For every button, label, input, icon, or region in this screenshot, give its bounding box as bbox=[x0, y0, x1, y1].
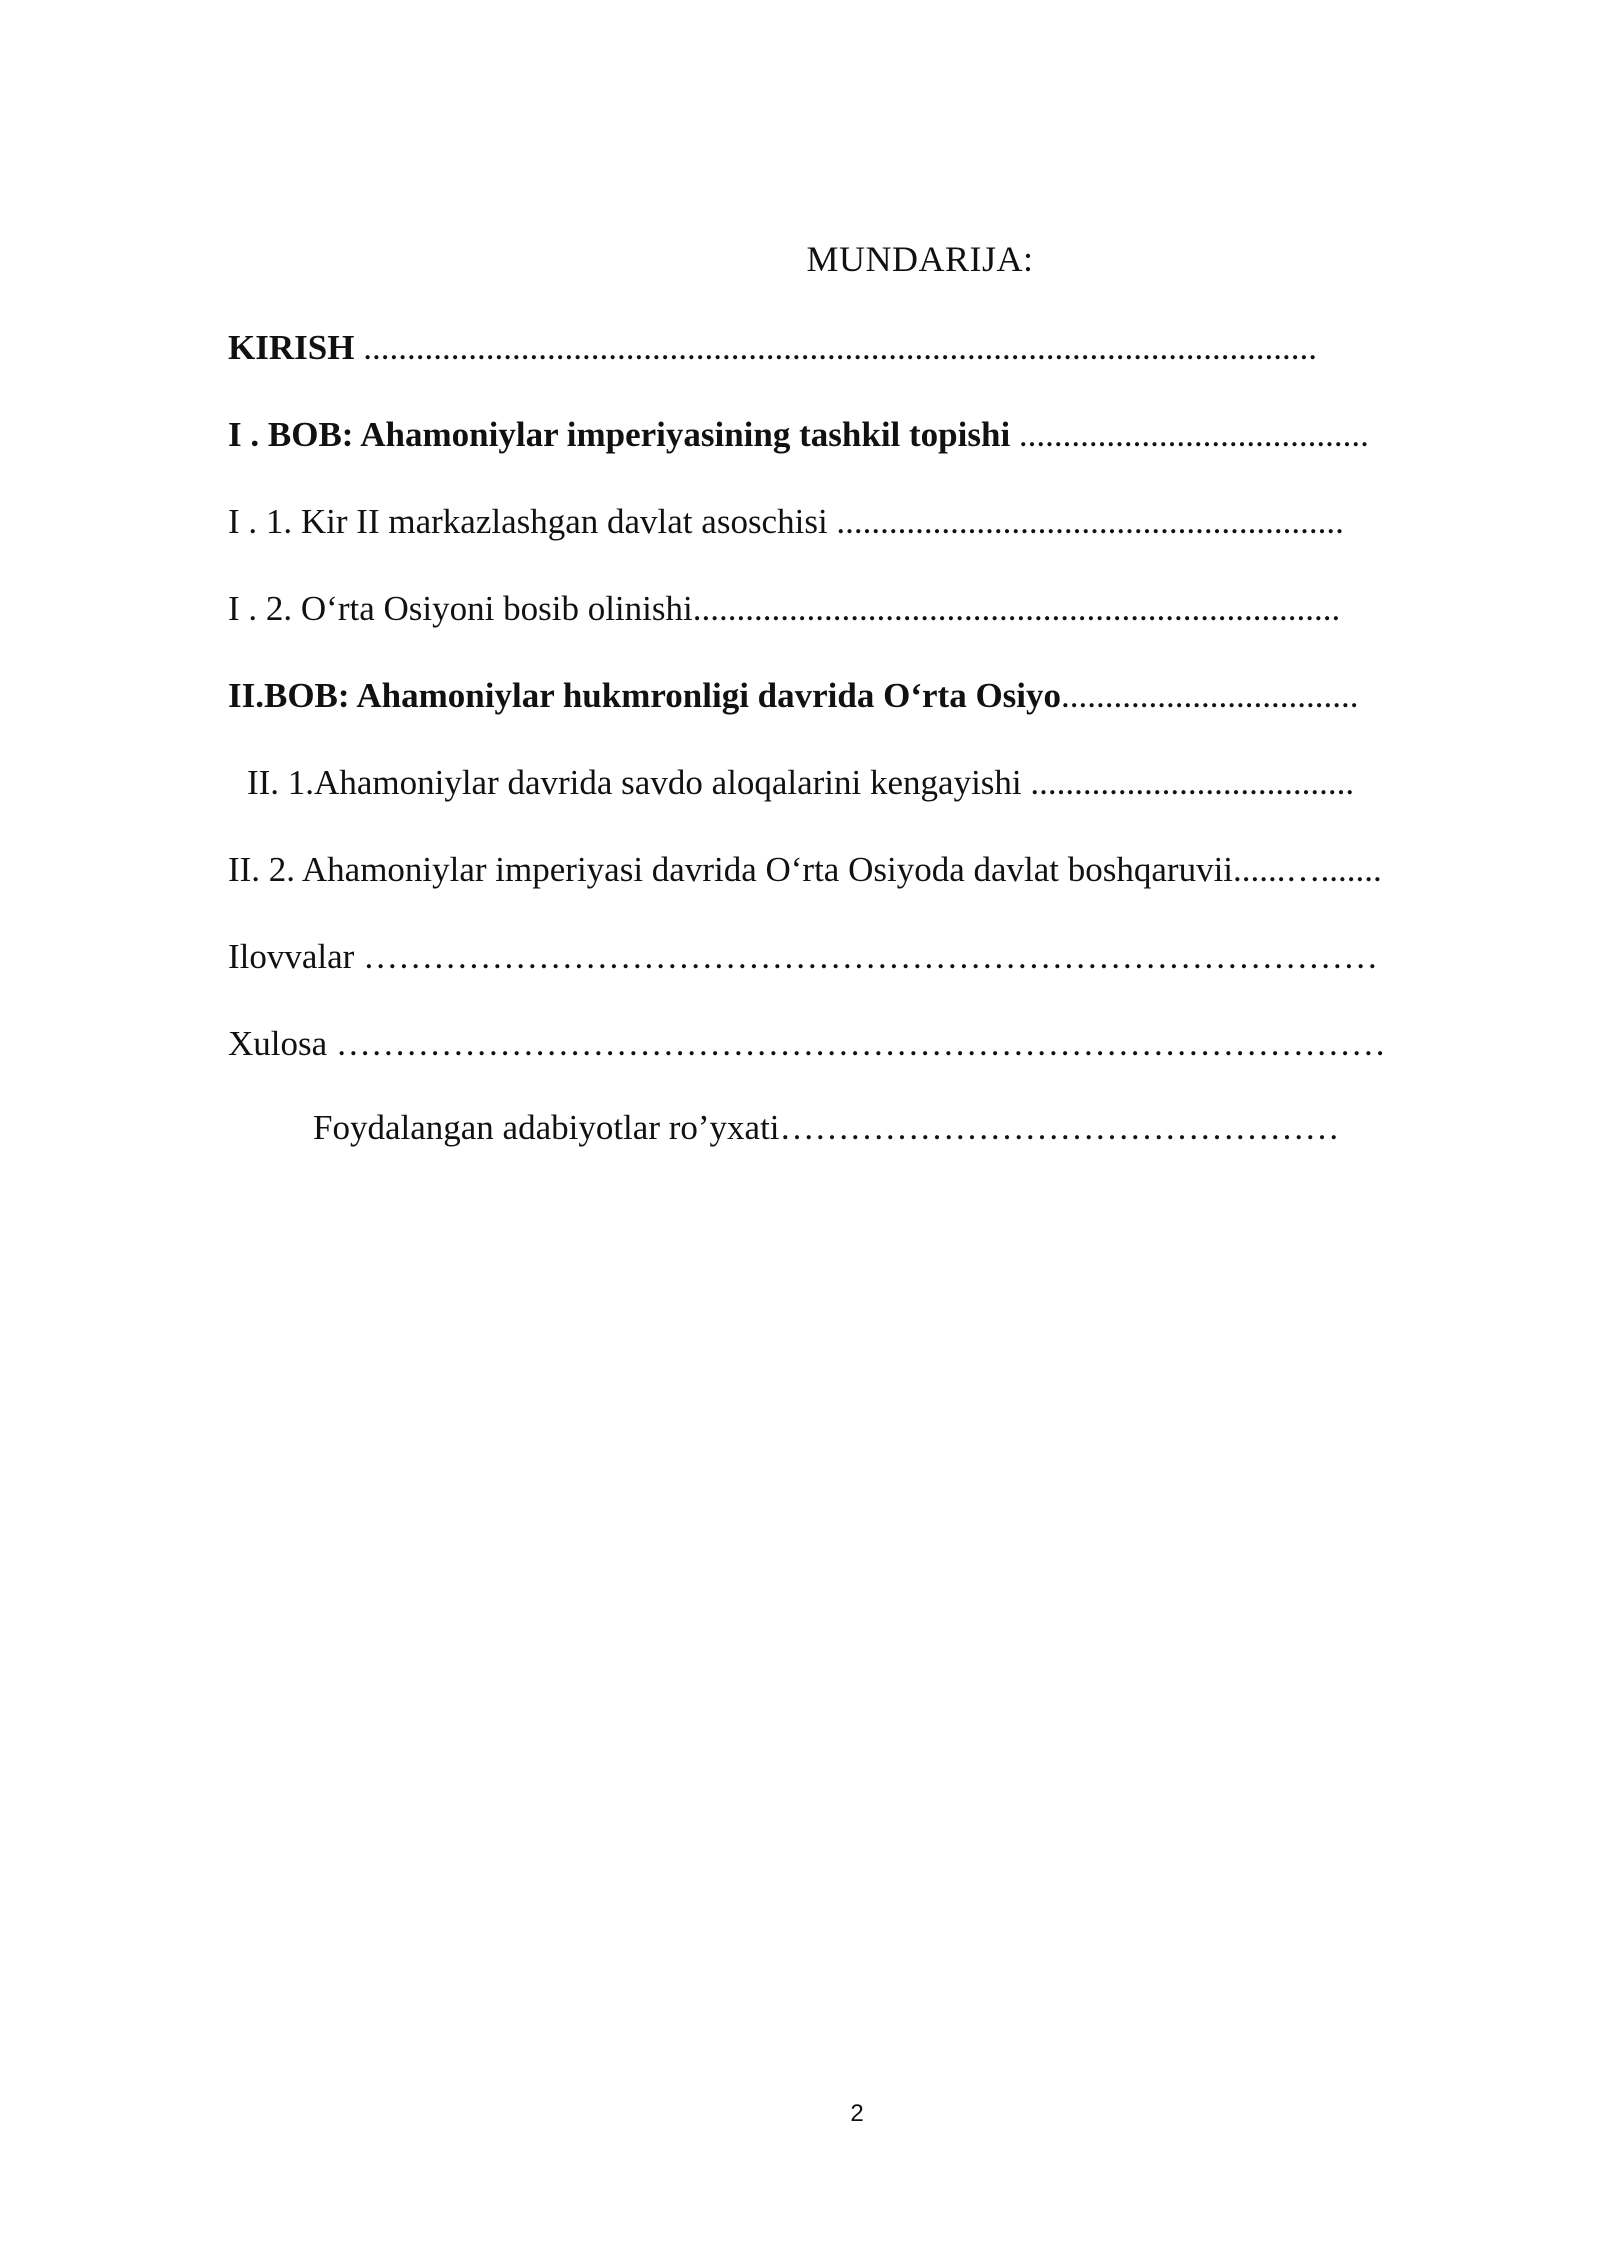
page-number: 2 bbox=[850, 2100, 864, 2127]
toc-entry-title: KIRISH bbox=[228, 328, 355, 367]
toc-heading bbox=[0, 238, 1600, 280]
toc-entry-leader: .......................................................................... bbox=[692, 589, 1341, 628]
toc-entry-section-2-1 bbox=[247, 765, 1354, 800]
toc-entry-leader: ………………………………………… bbox=[779, 1108, 1340, 1147]
toc-entry-leader: ……………………………………………………………………………… bbox=[327, 1024, 1386, 1063]
toc-entry-leader: .................................. bbox=[1061, 676, 1359, 715]
toc-entry-title: II. 1.Ahamoniylar davrida savdo aloqalarini kengayishi bbox=[247, 763, 1022, 802]
toc-entry-xulosa bbox=[228, 1026, 1386, 1061]
toc-entry-section-2-2 bbox=[228, 852, 1382, 887]
toc-entry-title: II.BOB: Ahamoniylar hukmronligi davrida O‘rta Osiyo bbox=[228, 676, 1062, 715]
toc-entry-leader: ..................................... bbox=[1021, 763, 1355, 802]
toc-entry-section-1-2 bbox=[228, 591, 1340, 626]
toc-entry-title: I . 1. Kir II markazlashgan davlat asoschisi bbox=[228, 502, 828, 541]
toc-entry-chapter-1 bbox=[228, 417, 1369, 452]
toc-entry-leader: ......…....... bbox=[1233, 850, 1382, 889]
toc-entry-title: Ilovvalar bbox=[228, 937, 355, 976]
toc-entry-title: II. 2. Ahamoniylar imperiyasi davrida O‘rta Osiyoda davlat boshqaruvii bbox=[228, 850, 1234, 889]
toc-entry-bibliography bbox=[313, 1110, 1340, 1145]
toc-heading-text: MUNDARIJA: bbox=[806, 239, 1034, 279]
toc-entry-title: Xulosa bbox=[228, 1024, 328, 1063]
toc-entry-kirish bbox=[228, 330, 1317, 365]
toc-entry-title: I . 2. O‘rta Osiyoni bosib olinishi bbox=[228, 589, 693, 628]
toc-entry-leader: ........................................ bbox=[1010, 415, 1369, 454]
toc-entry-section-1-1 bbox=[228, 504, 1344, 539]
toc-entry-chapter-2 bbox=[228, 678, 1359, 713]
toc-entry-leader: .......................................................... bbox=[827, 502, 1344, 541]
toc-entry-title: Foydalangan adabiyotlar ro’yxati bbox=[313, 1108, 780, 1147]
toc-entry-ilovvalar bbox=[228, 939, 1378, 974]
toc-entry-leader: …………………………………………………………………………… bbox=[354, 937, 1379, 976]
toc-entry-title: I . BOB: Ahamoniylar imperiyasining tashkil topishi bbox=[228, 415, 1011, 454]
toc-entry-leader: ............................................................................................................. bbox=[354, 328, 1317, 367]
